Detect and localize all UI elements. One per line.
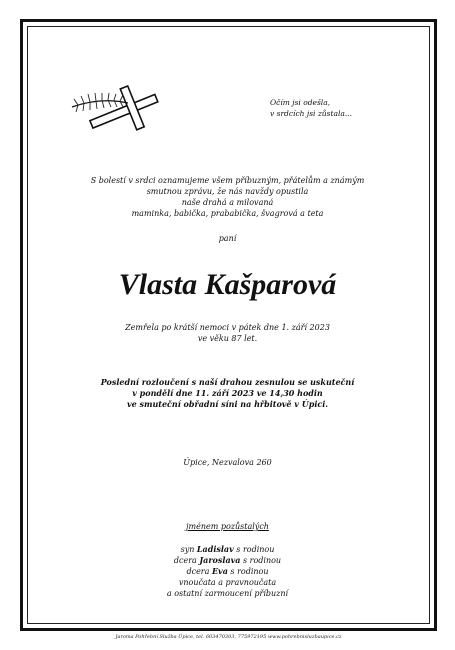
cross-with-palm-icon — [70, 85, 170, 141]
funeral-info — [40, 377, 415, 410]
survivor-line: vnoučata a pravnoučata — [178, 578, 277, 587]
funeral-line: Poslední rozloučení s naší drahou zesnulou se uskuteční — [100, 377, 355, 387]
announcement-line: naše drahá a milovaná — [181, 198, 274, 207]
funeral-line: ve smuteční obřadní síni na hřbitově v Úpici. — [126, 399, 329, 409]
announcement-line: S bolestí v srdci oznamujeme všem příbuzným, přátelům a známým — [90, 176, 365, 185]
motto-line: Očím jsi odešla, — [270, 98, 331, 107]
death-line: ve věku 87 let. — [197, 334, 258, 343]
survivor-line: dcera Jaroslava s rodinou — [173, 555, 282, 565]
deceased-name: Vlasta Kašparová — [118, 268, 337, 301]
survivor-line: a ostatní zarmoucení příbuzní — [166, 589, 289, 598]
death-line: Zemřela po krátší nemoci v pátek dne 1. září 2023 — [125, 323, 330, 332]
death-notice — [40, 322, 415, 344]
survivors-title: jménem pozůstalých — [186, 522, 269, 531]
motto — [270, 97, 420, 119]
motto-line: v srdcích jsi zůstala... — [270, 109, 352, 118]
footer: Jaroma Pohřební Služba Úpice, tel. 603470303, 775972195 www.pohrebnisluzbaupice.cz — [115, 634, 342, 640]
survivors-list — [40, 544, 415, 599]
address: Úpice, Nezvalova 260 — [183, 458, 272, 467]
pani-label: paní — [218, 234, 237, 243]
funeral-line: v pondělí dne 11. září 2023 ve 14,30 hodin — [132, 388, 323, 398]
survivor-line: dcera Eva s rodinou — [186, 566, 269, 576]
announcement-line: maminka, babička, prababička, švagrová a teta — [131, 209, 324, 218]
survivor-line: syn Ladislav s rodinou — [180, 544, 275, 554]
announcement-line: smutnou zprávu, že nás navždy opustila — [146, 187, 309, 196]
announcement — [40, 175, 415, 219]
